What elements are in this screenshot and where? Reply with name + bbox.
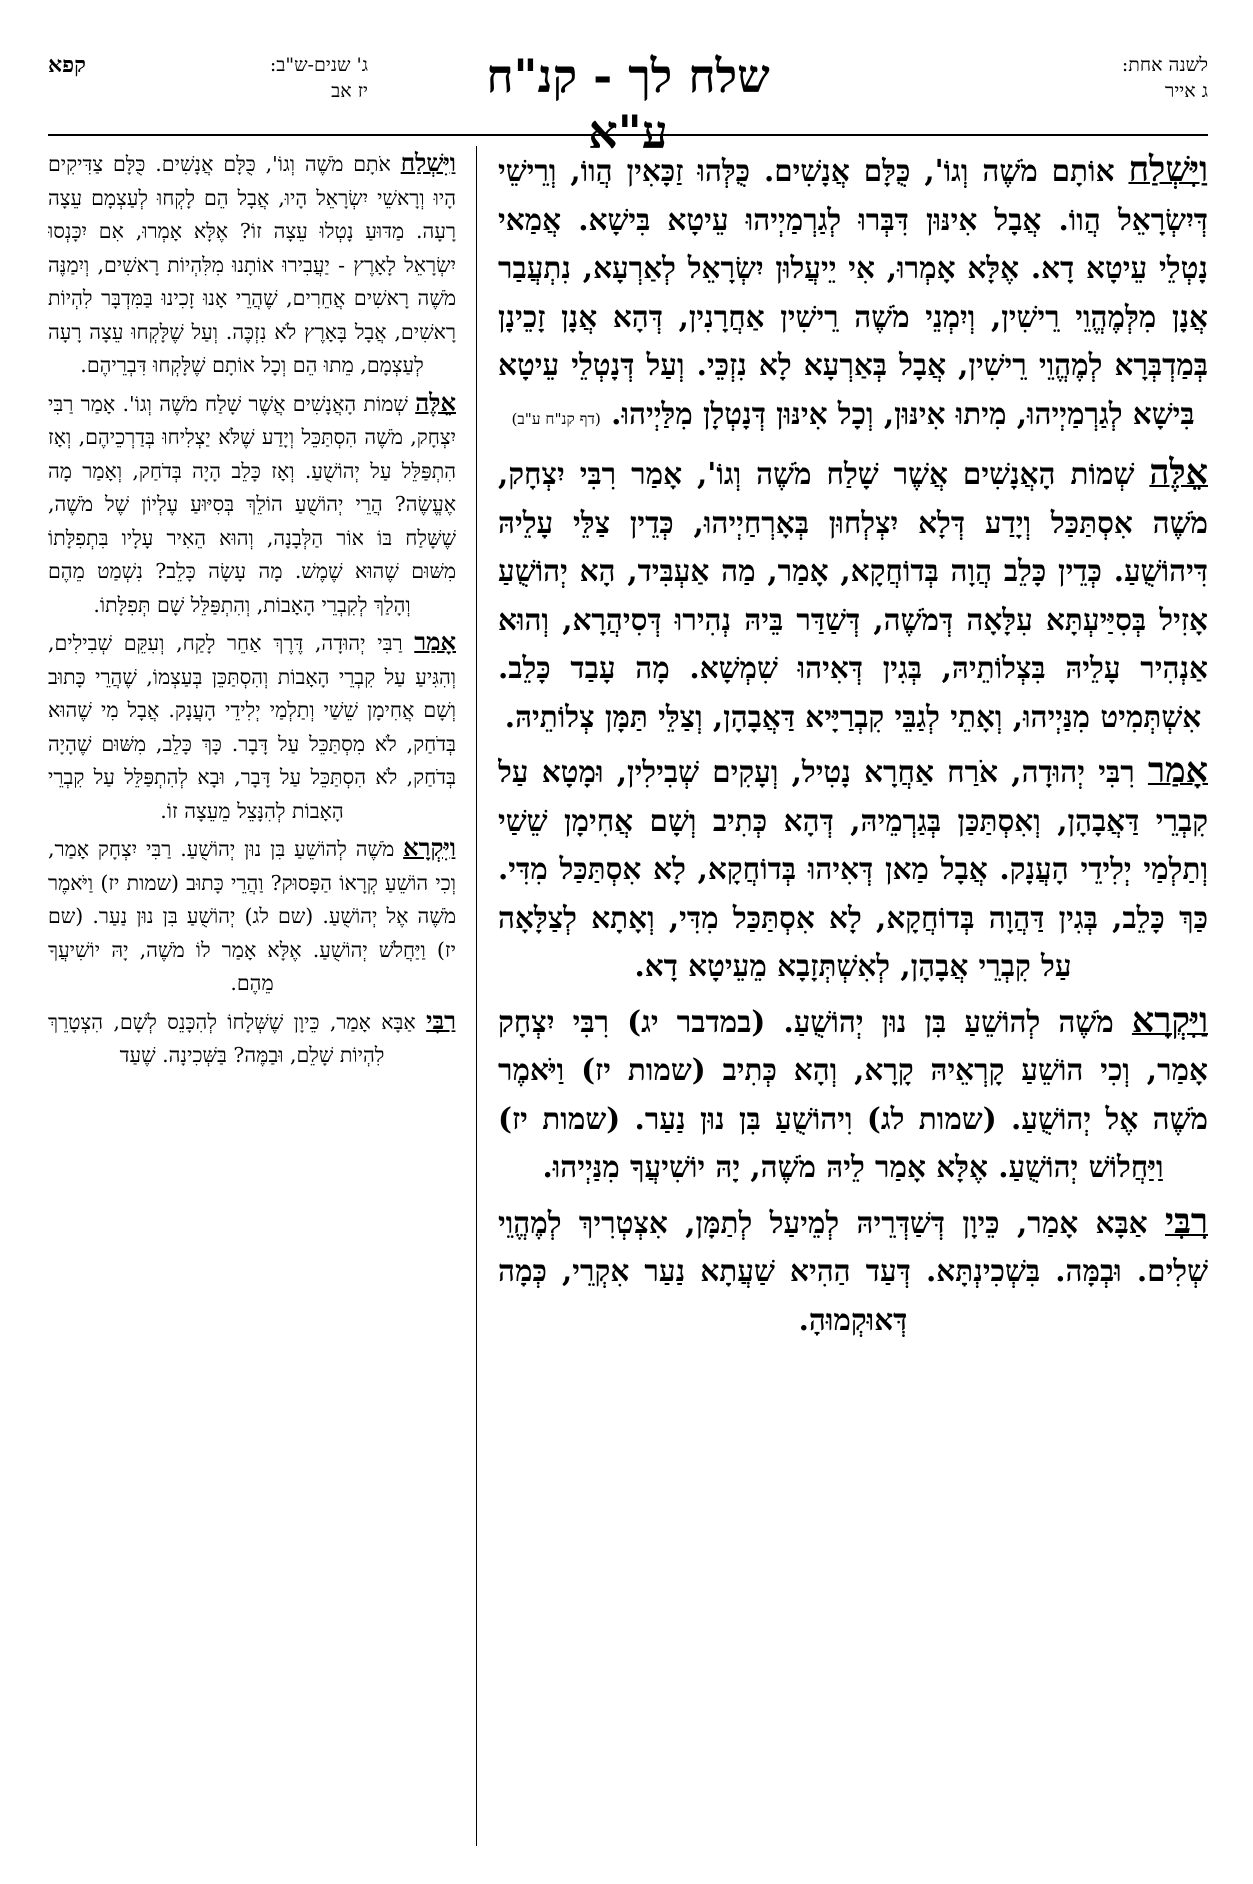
paragraph-text: שְׁמוֹת הָאֲנָשִׁים אֲשֶׁר שָׁלַח מֹשֶׁה וְגוֹ', אָמַר רִבִּי יִצְחָק, מֹשֶׁה אִסְתַּכַּל וְיָדַע דְּלָא יִצְלְחוּן בְּאָרְחַיְיהוּ, כְּדֵין צַלֵּי עָלֵיהּ דִּיהוֹשֻׁעַ. כְּדֵין כָּלֵב הֲוָה בְּדוֹחֲקָא, אָמַר, מַה אַעְבִּיד, הָא יְהוֹשֻׁעַ אָזִיל בְּסִיַּיעְתָּא עִלָּאָה דְּמֹשֶׁה, דְּשַׁדַּר בֵּיהּ נְהִירוּ דְּסִיהֲרָא, וְהוּא אַנְהִיר עָלֵיהּ בִּצְלוֹתֵיהּ, בְּגִין דְּאִיהוּ שִׁמְשָׁא. מָה עָבַד כָּלֵב. אִשְׁתְּמִיט מִנַּיְיהוּ, וְאָתֵי לְגַבֵּי קִבְרַיָּיא דַּאֲבָהָן, וְצַלֵּי תַּמָּן צְלוֹתֵיהּ. <box>498 456 1208 734</box>
translation-paragraph <box>48 1004 456 1073</box>
main-text-column <box>498 146 1208 1846</box>
main-paragraph <box>498 146 1208 443</box>
translation-paragraph <box>48 386 456 623</box>
paragraph-text: אַבָּא אָמַר, כֵּיוָן דְּשַׁדְּרֵיהּ לְמֵיעַל לְתַמָּן, אִצְטְרִיךְ לְמֶהֱוֵי שְׁלִים. וּבְמָּה. בִּשְׁכִינְתָּא. דְּעַד הַהִיא שַׁעֲתָא נַעַר אִקְרֵי, כְּמָה דְּאוּקְמוּהָ. <box>498 1204 1208 1337</box>
schedule-three-years-date: יז אב <box>331 80 368 102</box>
paragraph-text: רַבִּי יְהוּדָה, דֶּרֶךְ אַחֵר לָקַח, וְעִקֵּם שְׁבִילִים, וְהִגִּיעַ עַל קִבְרֵי הָאָבוֹת וְהִסְתַּכֵּן בְּעַצְמוֹ, שֶׁהֲרֵי כָּתוּב וְשָׁם אֲחִימָן שֵׁשַׁי וְתַלְמַי יְלִידֵי הָעֲנָק. אֲבָל מִי שֶׁהוּא בְּדֹחַק, לֹא מִסְתַּכֵּל עַל דָּבָר. כָּךְ כָּלֵב, מִשּׁוּם שֶׁהָיָה בְּדֹחַק, לֹא הִסְתַּכֵּל עַל דָּבָר, וּבָא לְהִתְפַּלֵּל עַל קִבְרֵי הָאָבוֹת לְהִנָּצֵל מֵעֵצָה זוֹ. <box>48 631 456 823</box>
schedule-three-years-label: ג' שנים-ש"ב: <box>269 54 368 76</box>
paragraph-lead-word: אָמַר <box>414 627 456 656</box>
paragraph-lead-word: וַיִּשְׁלַח <box>400 148 456 177</box>
main-paragraph <box>498 1198 1208 1345</box>
page-reference: (דף קנ"ח ע"ב) <box>511 409 601 428</box>
main-paragraph <box>498 449 1208 741</box>
column-divider <box>476 146 477 1846</box>
paragraph-text: רִבִּי יְהוּדָה, אֹרַח אַחֲרָא נָטִיל, וְעָקִים שְׁבִילִין, וּמָטָא עַל קִבְרֵי דַּאֲבָהָן, וְאִסְתַּכַּן בְּגַרְמֵיהּ, דְּהָא כְּתִיב וְשָׁם אֲחִימָן שֵׁשַׁי וְתַלְמַי יְלִידֵי הָעֲנָק. אֲבָל מַאן דְּאִיהוּ בְּדוֹחֲקָא, לָא אִסְתַּכַּל מִדִּי. כַּךְ כָּלֵב, בְּגִין דַּהֲוָה בְּדוֹחֲקָא, לָא אִסְתַּכַּל מִדִּי, וְאָתָא לְצַלָּאָה עַל קִבְרֵי אֲבָהָן, לְאִשְׁתְּזָבָא מֵעֵיטָא דָא. <box>498 754 1208 983</box>
schedule-one-year-label: לשנה אחת: <box>1121 54 1208 76</box>
header-left-block <box>48 52 368 112</box>
paragraph-text: אַבָּא אָמַר, כֵּיוָן שֶׁשְּׁלָחוֹ לְהִכָּנֵס לְשָׁם, הִצְטָרֵךְ לִהְיוֹת שָׁלֵם, וּבַמֶּה? בַּשְּׁכִינָה. שֶׁעַד <box>48 1009 427 1067</box>
paragraph-lead-word: וַיִּשְׁלַח <box>1128 149 1208 190</box>
page-title: שלח לך - קנ"ח ע"א <box>486 49 770 159</box>
paragraph-lead-word: רַבִּי <box>426 1005 456 1035</box>
paragraph-lead-word: אָמַר <box>1147 750 1208 791</box>
paragraph-lead-word: וַיִּקְרָא <box>403 833 456 862</box>
paragraph-lead-word: רִבִּי <box>1165 1200 1208 1242</box>
page-header <box>48 38 1208 159</box>
paragraph-lead-word: אֵלֶּה <box>415 387 456 417</box>
paragraph-text: מֹשֶׁה לְהוֹשֵׁעַ בִּן נוּן יְהוֹשֻׁעַ. (במדבר יג) רִבִּי יִצְחָק אָמַר, וְכִי הוֹשֵׁעַ קָרְאֵיהּ קָרָא, וְהָא כְּתִיב (שמות יז) וַיֹּאמֶר מֹשֶׁה אֶל יְהוֹשֻׁעַ. (שמות לג) וִיהוֹשֻׁעַ בִּן נוּן נַעַר. (שמות יז) וַיַּחֲלוֹשׁ יְהוֹשֻׁעַ. אֶלָּא אָמַר לֵיהּ מֹשֶׁה, יָהּ יוֹשִׁיעֲךָ מִנַּיְיהוּ. <box>498 1003 1208 1184</box>
paragraph-text: מֹשֶׁה לְהוֹשֵׁעַ בִּן נוּן יְהוֹשֻׁעַ. רַבִּי יִצְחָק אָמַר, וְכִי הוֹשֵׁעַ קְרָאוֹ הַפָּסוּק? וַהֲרֵי כָּתוּב (שמות יז) וַיֹּאמֶר מֹשֶׁה אֶל יְהוֹשֻׁעַ. (שם לג) יְהוֹשֻׁעַ בִּן נוּן נַעַר. (שם יז) וַיַּחֲלֹשׁ יְהוֹשֻׁעַ. אֶלָּא אָמַר לוֹ מֹשֶׁה, יָהּ יוֹשִׁיעֲךָ מֵהֶם. <box>48 837 456 995</box>
paragraph-text: אֹתָם מֹשֶׁה וְגוֹ', כֻּלָּם אֲנָשִׁים. כֻּלָּם צַדִּיקִים הָיוּ וְרָאשֵׁי יִשְׂרָאֵל הָיוּ, אֲבָל הֵם לָקְחוּ לְעַצְמָם עֵצָה רָעָה. מַדּוּעַ נָטְלוּ עֵצָה זוֹ? אֶלָּא אָמְרוּ, אִם יִכָּנְסוּ יִשְׂרָאֵל לָאָרֶץ - יַעֲבִירוּ אוֹתָנוּ מִלִּהְיוֹת רָאשִׁים, וְיִמַנֶּה מֹשֶׁה רָאשִׁים אֲחֵרִים, שֶׁהֲרֵי אָנוּ זָכִינוּ בַּמִּדְבָּר לִהְיוֹת רָאשִׁים, אֲבָל בָּאָרֶץ לֹא נִזְכֶּה. וְעַל שֶׁלָּקְחוּ עֵצָה רָעָה לְעַצְמָם, מֵתוּ הֵם וְכָל אוֹתָם שֶׁלָּקְחוּ דִּבְרֵיהֶם. <box>48 152 456 377</box>
translation-paragraph <box>48 831 456 1001</box>
translation-paragraph <box>48 625 456 828</box>
page <box>48 38 1208 1853</box>
paragraph-text: אוֹתָם מֹשֶׁה וְגוֹ', כֻּלָּם אֲנָשִׁים. כֻּלְּהוּ זַכָּאִין הֲווֹ, וְרֵישֵׁי דְּיִשְׂרָאֵל הֲווֹ. אֲבָל אִינּוּן דִּבְּרוּ לְגַרְמַיְיהוּ עֵיטָא בִּישָׁא. אֲמַאי נָטְלֵי עֵיטָא דָא. אֶלָּא אָמְרוּ, אִי יֵיעֲלוּן יִשְׂרָאֵל לְאַרְעָא, נִתְעֲבַר אֲנָן מִלְּמֶהֱוֵי רֵישִׁין, וְיִמְנֵי מֹשֶׁה רֵישִׁין אַחֲרָנִין, דְּהָא אֲנָן זָכֵינָן בְּמַדְבְּרָא לְמֶהֱוֵי רֵישִׁין, אֲבָל בְּאַרְעָא לָא נִזְכֵּי. וְעַל דְּנָטְלֵי עֵיטָא בִּישָׁא לְגַרְמַיְיהוּ, מִיתוּ אִינּוּן, וְכָל אִינּוּן דְּנָטְלָן מִלַּיְיהוּ. <box>498 153 1208 431</box>
daily-schedule-three-years <box>108 52 368 104</box>
daily-schedule-one-year <box>1008 52 1208 104</box>
paragraph-text: שְׁמוֹת הָאֲנָשִׁים אֲשֶׁר שָׁלַח מֹשֶׁה וְגוֹ'. אָמַר רַבִּי יִצְחָק, מֹשֶׁה הִסְתַּכֵּל וְיָדַע שֶׁלֹּא יַצְלִיחוּ בְּדַרְכֵיהֶם, וְאָז הִתְפַּלֵּל עַל יְהוֹשֻׁעַ. וְאָז כָּלֵב הָיָה בְּדֹחַק, וְאָמַר מָה אֶעֱשֶׂה? הֲרֵי יְהוֹשֻׁעַ הוֹלֵךְ בְּסִיּוּעַ עֶלְיוֹן שֶׁל מֹשֶׁה, שֶׁשָּׁלַח בּוֹ אוֹר הַלְּבָנָה, וְהוּא הֵאִיר עָלָיו בִּתְפִלָּתוֹ מִשּׁוּם שֶׁהוּא שֶׁמֶשׁ. מָה עָשָׂה כָּלֵב? נִשְׁמַט מֵהֶם וְהָלַךְ לְקִבְרֵי הָאָבוֹת, וְהִתְפַּלֵּל שָׁם תְּפִלָּתוֹ. <box>48 391 456 617</box>
translation-column <box>48 146 456 1846</box>
translation-paragraph <box>48 146 456 383</box>
schedule-one-year-date: ג אייר <box>1164 80 1208 102</box>
page-number: קפא <box>48 52 86 78</box>
paragraph-lead-word: וַיִּקְרָא <box>1131 999 1208 1041</box>
main-paragraph <box>498 997 1208 1192</box>
paragraph-lead-word: אֵלֶּה <box>1149 452 1208 493</box>
main-paragraph <box>498 747 1208 991</box>
header-rule <box>48 134 1208 136</box>
